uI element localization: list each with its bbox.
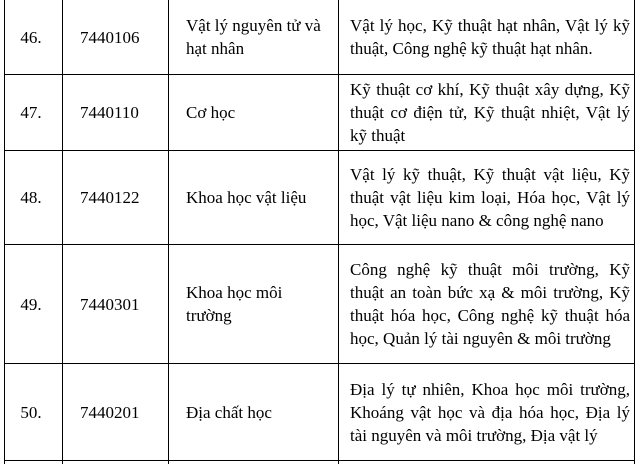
related-majors: Địa lý tự nhiên, Khoa học môi trường, Khoáng vật học và địa hóa học, Địa lý tài nguyên và môi trường, Địa vật lý	[350, 379, 630, 445]
row-divider	[4, 74, 635, 75]
row-number: 48.	[20, 188, 42, 207]
related-majors: Vật lý học, Kỹ thuật hạt nhân, Vật lý kỹ thuật, Công nghệ kỹ thuật hạt nhân.	[350, 16, 630, 58]
row-divider	[4, 150, 635, 151]
column-divider	[4, 0, 5, 464]
table-row	[0, 0, 640, 74]
table-row	[0, 151, 640, 244]
row-divider	[4, 244, 635, 245]
column-divider	[634, 0, 635, 464]
major-name: Vật lý nguyên tử và hạt nhân	[186, 16, 321, 58]
related-majors: Vật lý kỹ thuật, Kỹ thuật vật liệu, Kỹ thuật vật liệu kim loại, Hóa học, Vật lý học, Vật liệu nano & công nghệ nano	[350, 165, 630, 230]
row-divider	[4, 460, 635, 461]
column-divider	[168, 0, 169, 464]
major-name: Khoa học vật liệu	[186, 188, 307, 207]
table-row	[0, 364, 640, 460]
major-name: Cơ học	[186, 103, 236, 122]
row-number: 47.	[20, 103, 42, 122]
related-majors: Công nghệ kỹ thuật môi trường, Kỹ thuật an toàn bức xạ & môi trường, Kỹ thuật hóa học, Công nghệ kỹ thuật hóa học, Quản lý tài nguyên & môi trường	[350, 260, 630, 348]
major-code: 7440201	[80, 402, 140, 422]
major-name: Khoa học môi trường	[186, 283, 283, 325]
row-divider	[4, 363, 635, 364]
related-majors: Kỹ thuật cơ khí, Kỹ thuật xây dựng, Kỹ thuật cơ điện tử, Kỹ thuật nhiệt, Vật lý kỹ thuật	[350, 80, 630, 145]
major-code: 7440122	[80, 188, 140, 207]
major-code: 7440106	[80, 27, 140, 47]
table-row	[0, 75, 640, 150]
major-name: Địa chất học	[186, 402, 272, 422]
table-row	[0, 245, 640, 363]
major-code: 7440301	[80, 294, 140, 314]
row-number: 50.	[20, 402, 42, 422]
row-number: 49.	[20, 294, 42, 314]
column-divider	[338, 0, 339, 464]
row-number: 46.	[20, 27, 42, 47]
column-divider	[62, 0, 63, 464]
major-code: 7440110	[80, 103, 139, 122]
